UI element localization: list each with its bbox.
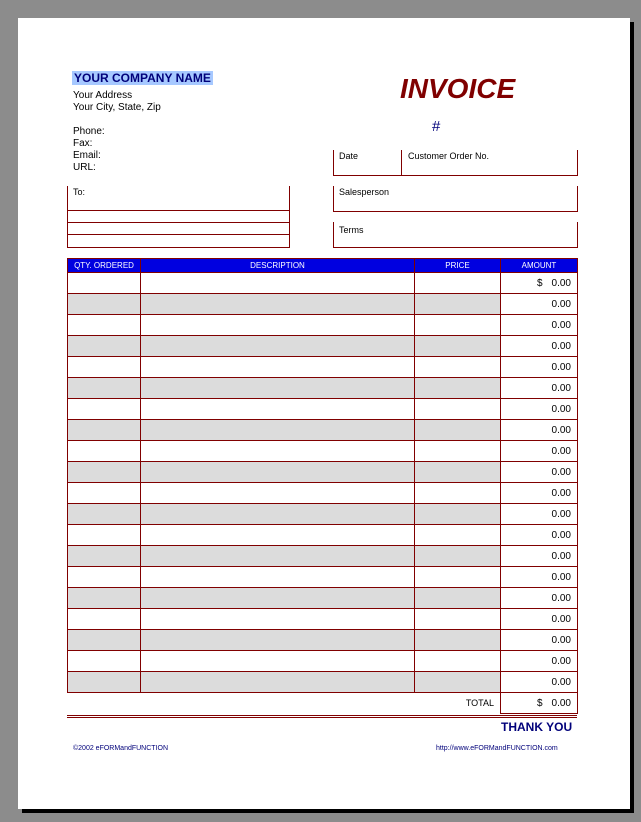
email-label: Email: <box>73 150 101 161</box>
table-row[interactable] <box>68 378 578 399</box>
description-cell[interactable] <box>141 483 415 504</box>
phone-label: Phone: <box>73 126 105 137</box>
qty-cell[interactable] <box>68 525 141 546</box>
table-row[interactable] <box>68 273 578 294</box>
description-cell[interactable] <box>141 504 415 525</box>
amount-cell <box>501 462 578 483</box>
row-amount: 0.00 <box>551 655 571 667</box>
to-line-2 <box>68 222 289 223</box>
qty-cell[interactable] <box>68 567 141 588</box>
row-amount: 0.00 <box>551 634 571 646</box>
qty-cell[interactable] <box>68 630 141 651</box>
qty-cell[interactable] <box>68 441 141 462</box>
invoice-page <box>18 18 630 809</box>
date-field[interactable]: Date <box>339 151 359 161</box>
price-cell[interactable] <box>415 525 501 546</box>
row-amount: 0.00 <box>551 466 571 478</box>
amount-cell <box>501 672 578 693</box>
row-amount: 0.00 <box>551 298 571 310</box>
row-amount: 0.00 <box>551 487 571 499</box>
qty-cell[interactable] <box>68 609 141 630</box>
table-row[interactable] <box>68 336 578 357</box>
description-cell[interactable] <box>141 651 415 672</box>
description-cell[interactable] <box>141 630 415 651</box>
price-cell[interactable] <box>415 399 501 420</box>
table-row[interactable] <box>68 294 578 315</box>
amount-cell <box>501 588 578 609</box>
row-amount: 0.00 <box>551 277 571 289</box>
table-row[interactable] <box>68 462 578 483</box>
price-cell[interactable] <box>415 441 501 462</box>
price-cell[interactable] <box>415 651 501 672</box>
price-cell[interactable] <box>415 567 501 588</box>
amount-cell <box>501 546 578 567</box>
price-cell[interactable] <box>415 420 501 441</box>
qty-cell[interactable] <box>68 483 141 504</box>
row-amount: 0.00 <box>551 508 571 520</box>
footer-copyright: ©2002 eFORMandFUNCTION <box>73 745 169 752</box>
amount-cell <box>501 336 578 357</box>
description-cell[interactable] <box>141 378 415 399</box>
row-amount: 0.00 <box>551 592 571 604</box>
price-cell[interactable] <box>415 336 501 357</box>
bottom-rule-1 <box>67 715 577 716</box>
description-cell[interactable] <box>141 567 415 588</box>
amount-cell <box>501 399 578 420</box>
qty-cell[interactable] <box>68 378 141 399</box>
terms-label: Terms <box>339 225 364 235</box>
amount-cell <box>501 378 578 399</box>
date-divider <box>401 150 402 175</box>
amount-cell <box>501 357 578 378</box>
row-amount: 0.00 <box>551 529 571 541</box>
price-cell[interactable] <box>415 546 501 567</box>
fax-label: Fax: <box>73 138 93 149</box>
total-label: TOTAL <box>68 693 501 714</box>
qty-cell[interactable] <box>68 336 141 357</box>
row-amount: 0.00 <box>551 424 571 436</box>
amount-cell <box>501 630 578 651</box>
invoice-number[interactable]: # <box>432 118 441 135</box>
header-qty: QTY. ORDERED <box>68 259 141 273</box>
table-row[interactable] <box>68 546 578 567</box>
footer-url[interactable]: http://www.eFORMandFUNCTION.com <box>436 745 558 752</box>
price-cell[interactable] <box>415 462 501 483</box>
table-row[interactable] <box>68 525 578 546</box>
total-value: 0.00 <box>551 697 571 709</box>
row-amount: 0.00 <box>551 676 571 688</box>
salesperson-label: Salesperson <box>339 187 390 197</box>
table-row[interactable] <box>68 441 578 462</box>
amount-cell <box>501 651 578 672</box>
company-address[interactable]: Your Address <box>73 90 133 101</box>
amount-cell <box>501 273 578 294</box>
description-cell[interactable] <box>141 672 415 693</box>
company-city[interactable]: Your City, State, Zip <box>73 102 161 113</box>
row-amount: 0.00 <box>551 382 571 394</box>
price-cell[interactable] <box>415 294 501 315</box>
row-amount: 0.00 <box>551 340 571 352</box>
to-box[interactable] <box>67 186 290 248</box>
table-row[interactable] <box>68 630 578 651</box>
table-row[interactable] <box>68 567 578 588</box>
qty-cell[interactable] <box>68 273 141 294</box>
table-row[interactable] <box>68 651 578 672</box>
company-name[interactable]: YOUR COMPANY NAME <box>74 71 211 85</box>
to-line-1 <box>68 210 289 211</box>
qty-cell[interactable] <box>68 399 141 420</box>
row-amount: 0.00 <box>551 361 571 373</box>
amount-cell <box>501 504 578 525</box>
table-row[interactable] <box>68 357 578 378</box>
url-label: URL: <box>73 162 96 173</box>
description-cell[interactable] <box>141 357 415 378</box>
qty-cell[interactable] <box>68 546 141 567</box>
row-amount: 0.00 <box>551 403 571 415</box>
qty-cell[interactable] <box>68 588 141 609</box>
qty-cell[interactable] <box>68 462 141 483</box>
description-cell[interactable] <box>141 336 415 357</box>
row-amount: 0.00 <box>551 613 571 625</box>
table-row[interactable] <box>68 315 578 336</box>
to-line-3 <box>68 234 289 235</box>
thank-you: THANK YOU <box>501 720 573 734</box>
qty-cell[interactable] <box>68 504 141 525</box>
price-cell[interactable] <box>415 273 501 294</box>
row-amount: 0.00 <box>551 550 571 562</box>
qty-cell[interactable] <box>68 420 141 441</box>
amount-cell <box>501 483 578 504</box>
amount-cell <box>501 315 578 336</box>
items-table <box>67 258 577 714</box>
total-currency: $ <box>537 697 543 709</box>
table-row[interactable] <box>68 609 578 630</box>
row-amount: 0.00 <box>551 571 571 583</box>
qty-cell[interactable] <box>68 294 141 315</box>
header-price: PRICE <box>415 259 501 273</box>
amount-cell <box>501 525 578 546</box>
price-cell[interactable] <box>415 588 501 609</box>
description-cell[interactable] <box>141 462 415 483</box>
description-cell[interactable] <box>141 273 415 294</box>
table-row[interactable] <box>68 504 578 525</box>
row-currency: $ <box>537 277 543 289</box>
table-row[interactable] <box>68 420 578 441</box>
price-cell[interactable] <box>415 504 501 525</box>
table-row[interactable] <box>68 672 578 693</box>
bottom-rule-2 <box>67 717 577 718</box>
qty-cell[interactable] <box>68 651 141 672</box>
price-cell[interactable] <box>415 315 501 336</box>
row-amount: 0.00 <box>551 319 571 331</box>
customer-order-field[interactable]: Customer Order No. <box>408 151 490 161</box>
row-amount: 0.00 <box>551 445 571 457</box>
header-amount: AMOUNT <box>501 259 578 273</box>
price-cell[interactable] <box>415 378 501 399</box>
description-cell[interactable] <box>141 546 415 567</box>
description-cell[interactable] <box>141 420 415 441</box>
amount-cell <box>501 609 578 630</box>
table-row[interactable] <box>68 483 578 504</box>
price-cell[interactable] <box>415 483 501 504</box>
description-cell[interactable] <box>141 441 415 462</box>
price-cell[interactable] <box>415 630 501 651</box>
description-cell[interactable] <box>141 525 415 546</box>
price-cell[interactable] <box>415 357 501 378</box>
table-row[interactable] <box>68 399 578 420</box>
description-cell[interactable] <box>141 609 415 630</box>
to-label: To: <box>73 187 86 197</box>
invoice-title: INVOICE <box>400 73 516 104</box>
description-cell[interactable] <box>141 588 415 609</box>
description-cell[interactable] <box>141 399 415 420</box>
amount-cell <box>501 441 578 462</box>
amount-cell <box>501 567 578 588</box>
qty-cell[interactable] <box>68 315 141 336</box>
terms-box[interactable] <box>333 222 578 248</box>
description-cell[interactable] <box>141 294 415 315</box>
table-row[interactable] <box>68 588 578 609</box>
price-cell[interactable] <box>415 672 501 693</box>
qty-cell[interactable] <box>68 357 141 378</box>
description-cell[interactable] <box>141 315 415 336</box>
total-amount <box>501 693 578 714</box>
qty-cell[interactable] <box>68 672 141 693</box>
amount-cell <box>501 420 578 441</box>
price-cell[interactable] <box>415 609 501 630</box>
header-description: DESCRIPTION <box>141 259 415 273</box>
amount-cell <box>501 294 578 315</box>
